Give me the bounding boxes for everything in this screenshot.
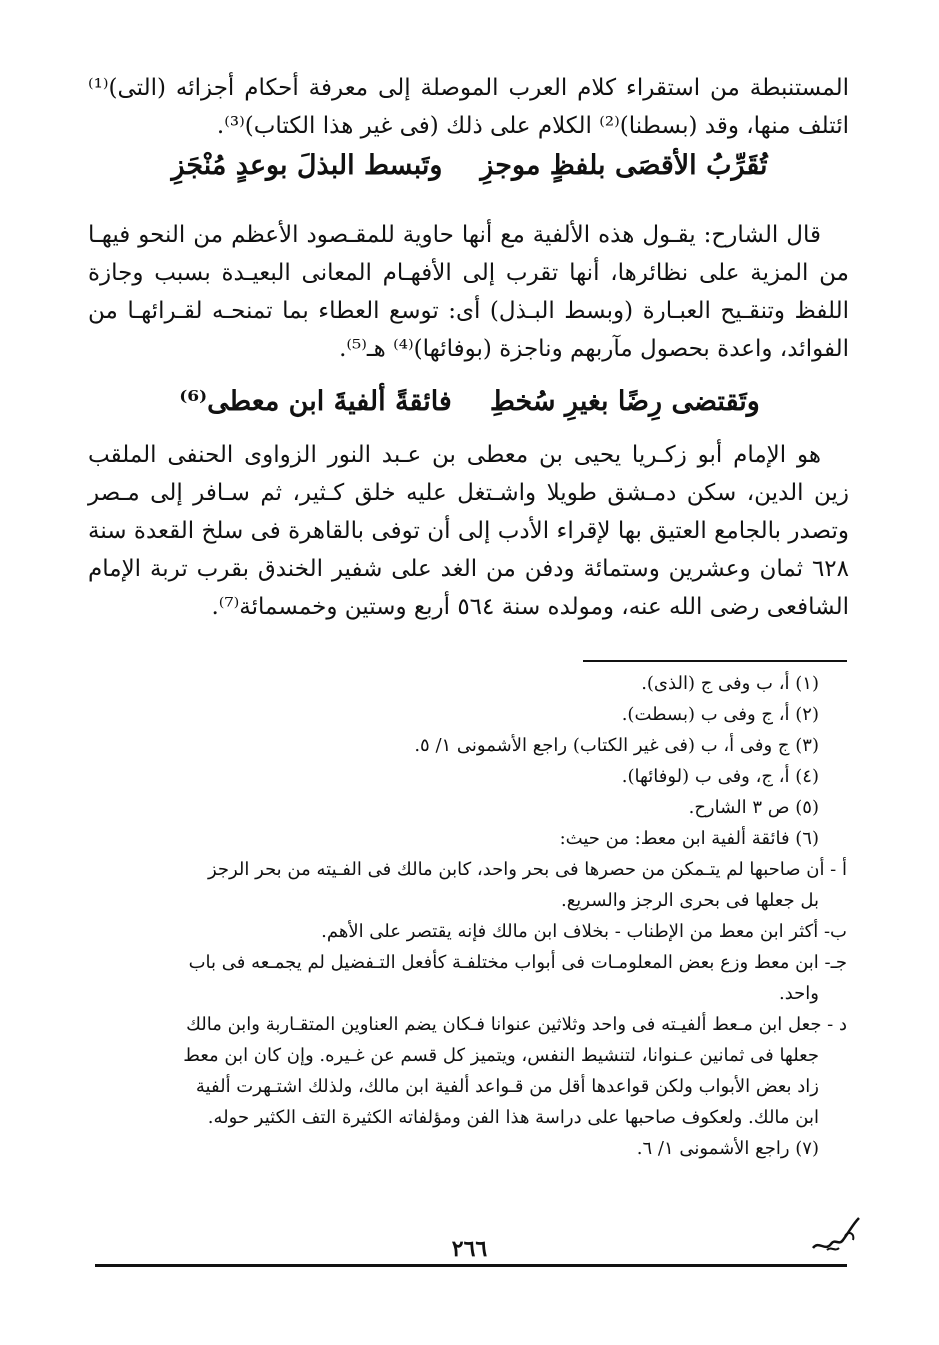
footnote-6-point-d-cont-1: جعلها فى ثمانين عـنوانا، لتنشيط النفس، ويتميز كل قسم عن غـيره. وإن كان ابن معط xyxy=(183,1045,819,1066)
intro-text: المستنبطة من استقراء كلام العرب الموصلة إلى معرفة أحكام أجزائه (التى)⁽¹⁾ ائتلف منها، وقد (بسطنا)⁽²⁾ الكلام على ذلك (فى غير هذا الكتاب)⁽³⁾. xyxy=(88,75,849,139)
footnote-4: (٤) أ، ج، وفى ب (لوفائها). xyxy=(621,766,819,787)
verse-2-second-hemistich: فائقةً ألفيةَ ابن معطى⁽⁶⁾ xyxy=(179,386,452,417)
footnote-5: (٥) ص ٣ الشارح. xyxy=(688,797,819,818)
commentary-text: قال الشارح: يقـول هذه الألفية مع أنها حاوية للمقـصود الأعظم من النحو فيهـا من المزية على نظائرها، أنها تقرب إلى الأفهـام المعانى البعيـدة بسبب وجازة اللفظ وتنقـيح العبـارة (وبسط البـذل) أى: توسع العطاء بما تمنحـه لقـرائهـا من الفوائد، واعدة بحصول مآربهم وناجزة (بوفائها)⁽⁴⁾ هـ⁽⁵⁾. xyxy=(88,222,849,362)
biography-paragraph xyxy=(88,436,849,626)
verse-1-first-hemistich: تُقَرِّبُ الأقصَى بلفظٍ موجزِ xyxy=(480,150,768,181)
footnote-6-point-b: ب- أكثر ابن معط من الإطناب - بخلاف ابن مالك فإنه يقتصر على الأهم. xyxy=(321,921,847,942)
footnote-divider xyxy=(583,660,847,662)
verse-1 xyxy=(90,150,849,181)
biography-text: هو الإمام أبو زكـريا يحيى بن معطى بن عـبد النور الزواوى الحنفى الملقب زين الدين، سكن دمـشق طويلا واشـتغل عليه خلق كـثير، ثم سـافر إلى مـصر وتصدر بالجامع العتيق بها لإقراء الأدب إلى أن توفى بالقاهرة فى سلخ القعدة سنة ٦٢٨ ثمان وعشرين وستمائة ودفن من الغد على شفير الخندق بقرب تربة الإمام الشافعى رضى الله عنه، ومولده سنة ٥٦٤ أربع وستين وخمسمائة⁽⁷⁾. xyxy=(88,442,849,620)
verse-2-first-hemistich: وتَقتضى رِضًا بغيرِ سُخطِ xyxy=(489,386,760,417)
footnote-2: (٢) أ، ج وفى ب (بسطت). xyxy=(621,704,819,725)
footnote-7: (٧) راجع الأشمونى ١/ ٦. xyxy=(636,1138,819,1159)
footnote-6-point-a-cont: بل جعلها فى بحرى الرجز والسريع. xyxy=(560,890,819,911)
footnote-6-point-a: أ - أن صاحبها لم يتـمكن من حصرها فى بحر واحد، كابن مالك فى الفـيته من بحر الرجز xyxy=(207,859,847,880)
page-number: ٢٦٦ xyxy=(451,1236,488,1262)
footnotes-section xyxy=(88,668,847,1164)
footnote-6: (٦) فائقة ألفية ابن معط: من حيث: xyxy=(559,828,819,849)
verse-1-second-hemistich: وتَبسط البذلَ بوعدٍ مُنْجَزِ xyxy=(171,150,443,181)
footnote-6-point-c: جـ- ابن معط وزع بعض المعلومـات فى أبواب مختلفـة كأفعل التـفضيل لم يجمـعه فى باب xyxy=(188,952,847,973)
footnote-6-point-d-cont-2: زاد بعض الأبواب ولكن قواعدها أقل من قـواعد ألفية ابن مالك، ولذلك اشتـهرت ألفية xyxy=(195,1076,819,1097)
footnote-6-point-c-cont: واحد. xyxy=(779,983,819,1004)
footnote-3: (٣) ج وفى أ، ب (فى غير الكتاب) راجع الأشمونى ١/ ٥. xyxy=(414,735,819,756)
bottom-rule xyxy=(95,1264,847,1267)
handwritten-mark-icon xyxy=(805,1200,865,1260)
intro-paragraph xyxy=(88,70,849,145)
footnote-6-point-d: د - جعل ابن مـعط ألفيـته فى واحد وثلاثين عنوانا فـكان يضم العناوين المتقـاربة وابن مالك xyxy=(186,1014,847,1035)
verse-2 xyxy=(90,386,849,417)
footnote-6-point-d-cont-3: ابن مالك. ولعكوف صاحبها على دراسة هذا الفن ومؤلفاته الكثيرة التف الكثير حوله. xyxy=(207,1107,819,1128)
commentary-paragraph xyxy=(88,216,849,368)
footnote-1: (١) أ، ب وفى ج (الذى). xyxy=(641,673,819,694)
